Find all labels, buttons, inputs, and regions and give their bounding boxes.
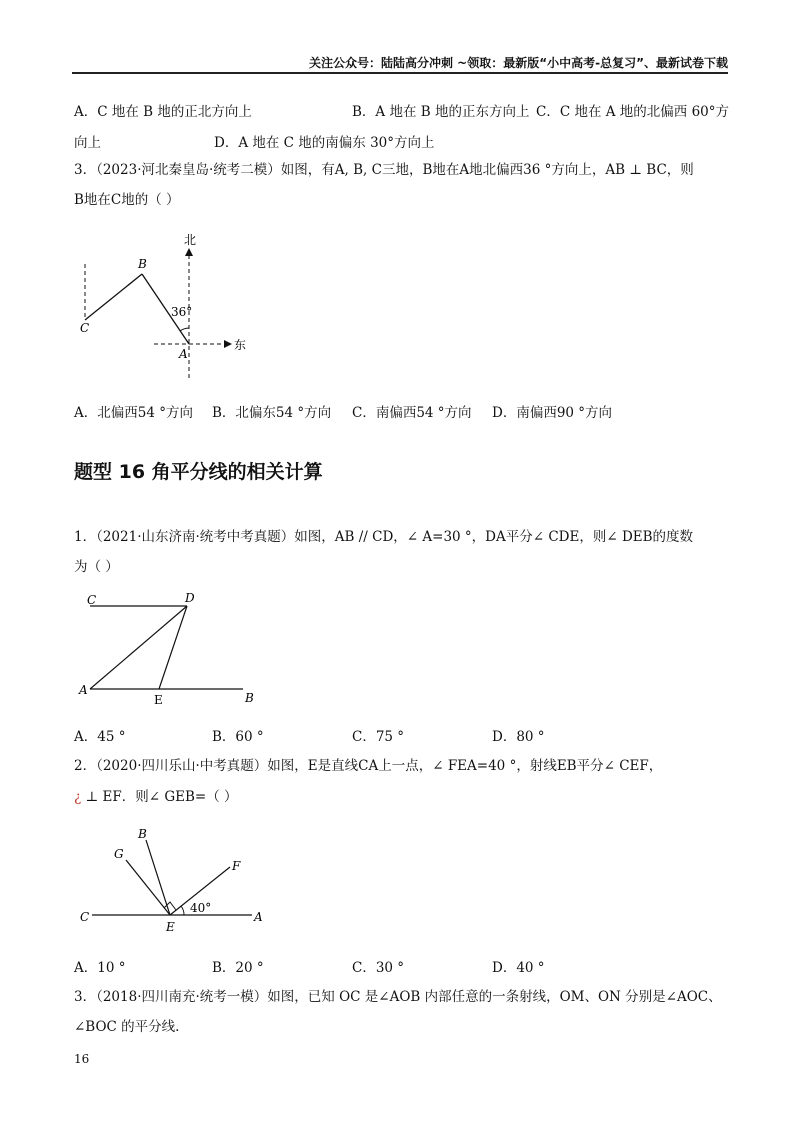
angle-fea-arc: [181, 906, 184, 915]
ray-eg: [126, 860, 170, 915]
angle-arc: [180, 328, 189, 331]
s1-stem-line1: 1．（2021·山东济南·统考中考真题）如图，AB // CD，∠ A=30 °，DA平分∠ CDE，则∠ DEB的度数: [74, 529, 694, 545]
q3-option-b: B．北偏东54 °方向: [212, 405, 332, 421]
point-f-label: F: [232, 859, 241, 873]
segment-cb: [85, 274, 142, 320]
point-e-label: E: [166, 920, 175, 934]
point-a-label: A: [79, 683, 88, 697]
point-c-label: C: [80, 910, 90, 924]
s2-option-c: C．30 °: [352, 960, 405, 976]
point-a-label: A: [179, 347, 188, 361]
q3-stem-line2: B地在C地的（ ）: [74, 192, 180, 208]
point-a-label: A: [254, 910, 263, 924]
prev-option-d: D．A 地在 C 地的南偏东 30°方向上: [214, 135, 435, 151]
prev-option-c: C．C 地在 A 地的北偏西 60°方: [536, 104, 730, 120]
s1-option-a: A．45 °: [74, 729, 126, 745]
q3-direction-figure: [70, 228, 270, 388]
point-d-label: D: [185, 591, 195, 605]
s1-option-c: C．75 °: [352, 729, 405, 745]
angle-label: 36°: [171, 305, 193, 319]
prev-option-c-cont: 向上: [74, 135, 101, 151]
q3-stem-line1: 3．（2023·河北秦皇岛·统考二模）如图，有A, B, C三地，B地在A地北偏西36 °方向上，AB ⊥ BC，则: [74, 162, 694, 178]
s2-stem-line1: 2．（2020·四川乐山·中考真题）如图，E是直线CA上一点，∠ FEA=40 °，射线EB平分∠ CEF，: [74, 758, 663, 774]
s1-parallel-figure: [75, 592, 275, 707]
s2-stem-line2-text: ⊥ EF．则∠ GEB=（ ）: [81, 789, 238, 805]
s1-stem-line2: 为（ ）: [74, 559, 119, 575]
s2-option-a: A．10 °: [74, 960, 126, 976]
ray-eb: [146, 840, 170, 915]
s1-option-b: B．60 °: [212, 729, 264, 745]
north-label: 北: [184, 233, 197, 247]
point-b-label: B: [138, 257, 147, 271]
point-e-label: E: [154, 693, 163, 707]
angle-label: 40°: [190, 901, 212, 915]
east-label: 东: [234, 338, 247, 352]
page-header: 关注公众号：陆陆高分冲刺 ~领取：最新版“小中高考-总复习”、最新试卷下载: [309, 56, 728, 70]
s1-option-d: D．80 °: [492, 729, 545, 745]
prev-option-b: B．A 地在 B 地的正东方向上: [352, 104, 530, 120]
point-b-label: B: [138, 827, 147, 841]
s2-ray-figure: [80, 822, 280, 937]
point-g-label: G: [114, 847, 124, 861]
point-b-label: B: [245, 691, 254, 705]
s3-stem-line2: ∠BOC 的平分线.: [74, 1019, 180, 1035]
s2-stem-line2: [74, 787, 238, 807]
q3-option-a: A．北偏西54 °方向: [74, 405, 193, 421]
point-c-label: C: [87, 593, 97, 607]
s2-option-b: B．20 °: [212, 960, 264, 976]
point-c-label: C: [80, 321, 90, 335]
q3-option-d: D．南偏西90 °方向: [492, 405, 613, 421]
header-rule: [72, 72, 728, 74]
s3-stem-line1: 3．（2018·四川南充·统考一模）如图，已知 OC 是∠AOB 内部任意的一条射线，OM、ON 分别是∠AOC、: [74, 989, 722, 1005]
q3-option-c: C．南偏西54 °方向: [352, 405, 472, 421]
prev-option-a: A．C 地在 B 地的正北方向上: [74, 104, 252, 120]
section-title: 题型 16 角平分线的相关计算: [74, 461, 323, 483]
s2-option-d: D．40 °: [492, 960, 545, 976]
s2-garbled-mark: ¿: [74, 789, 82, 805]
page-number: 16: [74, 1052, 90, 1066]
